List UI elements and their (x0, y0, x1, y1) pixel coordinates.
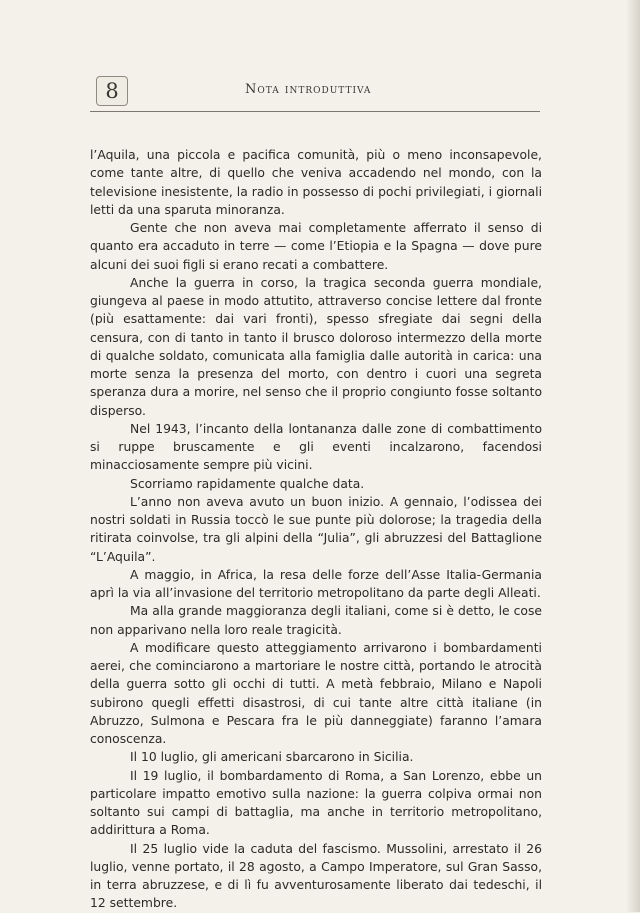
paragraph: Scorriamo rapidamente qualche data. (130, 476, 365, 491)
paragraph: Il 25 luglio vide la caduta del fascismo. Mussolini, arrestato il 26 luglio, venne portato, il 28 agosto, a Campo Imperatore, sul Gran Sasso, in terra abruzzese, e di lì fu avventurosamente liberato dai tedeschi, il 12 settembre. (90, 841, 542, 911)
page-number: 8 (96, 76, 128, 106)
paragraph: Ma alla grande maggioranza degli italiani, come si è detto, le cose non apparivano nella loro reale tragicità. (90, 604, 542, 637)
paragraph: L’anno non aveva avuto un buon inizio. A gennaio, l’odissea dei nostri soldati in Russia toccò le sue punte più dolorose; la tragedia della ritirata coinvolse, tra gli alpini della “Julia”, gli abruzzesi del Battaglione “L’Aquila”. (90, 494, 542, 564)
header-rule (90, 111, 540, 112)
running-head: Nota introduttiva (245, 82, 372, 97)
page-edge-shadow (626, 0, 640, 912)
paragraph: A modificare questo atteggiamento arrivarono i bombardamenti aerei, che cominciarono a martoriare le nostre città, portando le atrocità della guerra sotto gli occhi di tutti. A metà febbraio, Milano e Napoli subirono quegli effetti disastrosi, di cui tante altre città italiane (in Abruzzo, Sulmona e Pescara fra le più danneggiate) faranno l’amara conoscenza. (90, 640, 542, 746)
paragraph: Il 10 luglio, gli americani sbarcarono in Sicilia. (130, 750, 414, 765)
paragraph: Il 19 luglio, il bombardamento di Roma, a San Lorenzo, ebbe un particolare impatto emotivo sulla nazione: la guerra colpiva ormai non soltanto sui campi di battaglia, ma anche in territorio metropolitano, addirittura a Roma. (90, 768, 542, 838)
paragraph: l’Aquila, una piccola e pacifica comunità, più o meno inconsapevole, come tante altre, di quello che veniva accadendo nel mondo, con la televisione inesistente, la radio in possesso di pochi privilegiati, i giornali letti da una sparuta minoranza. (90, 148, 542, 217)
paragraph: Nel 1943, l’incanto della lontananza dalle zone di combattimento si ruppe bruscamente e gli eventi incalzarono, facendosi minacciosamente sempre più vicini. (90, 421, 542, 473)
body-text (90, 146, 542, 913)
paragraph: Gente che non aveva mai completamente afferrato il senso di quanto era accaduto in terre — come l’Etiopia e la Spagna — dove pure alcuni dei suoi figli si erano recati a combattere. (90, 221, 542, 272)
paragraph: A maggio, in Africa, la resa delle forze dell’Asse Italia-Germania aprì la via all’invasione del territorio metropolitano da parte degli Alleati. (90, 567, 542, 600)
page-header (90, 74, 540, 114)
paragraph: Anche la guerra in corso, la tragica seconda guerra mondiale, giungeva al paese in modo attutito, attraverso concise lettere dal fronte (più esattamente: dai vari fronti), spesso sfregiate dai segni della censura, con di tanto in tanto il brusco doloroso intermezzo della morte di qualche soldato, comunicata alla famiglia dalle autorità in carica: una morte senza la presenza del morto, con dentro i cuori una segreta speranza dura a morire, nel senso che il proprio congiunto fosse soltanto disperso. (90, 275, 542, 418)
